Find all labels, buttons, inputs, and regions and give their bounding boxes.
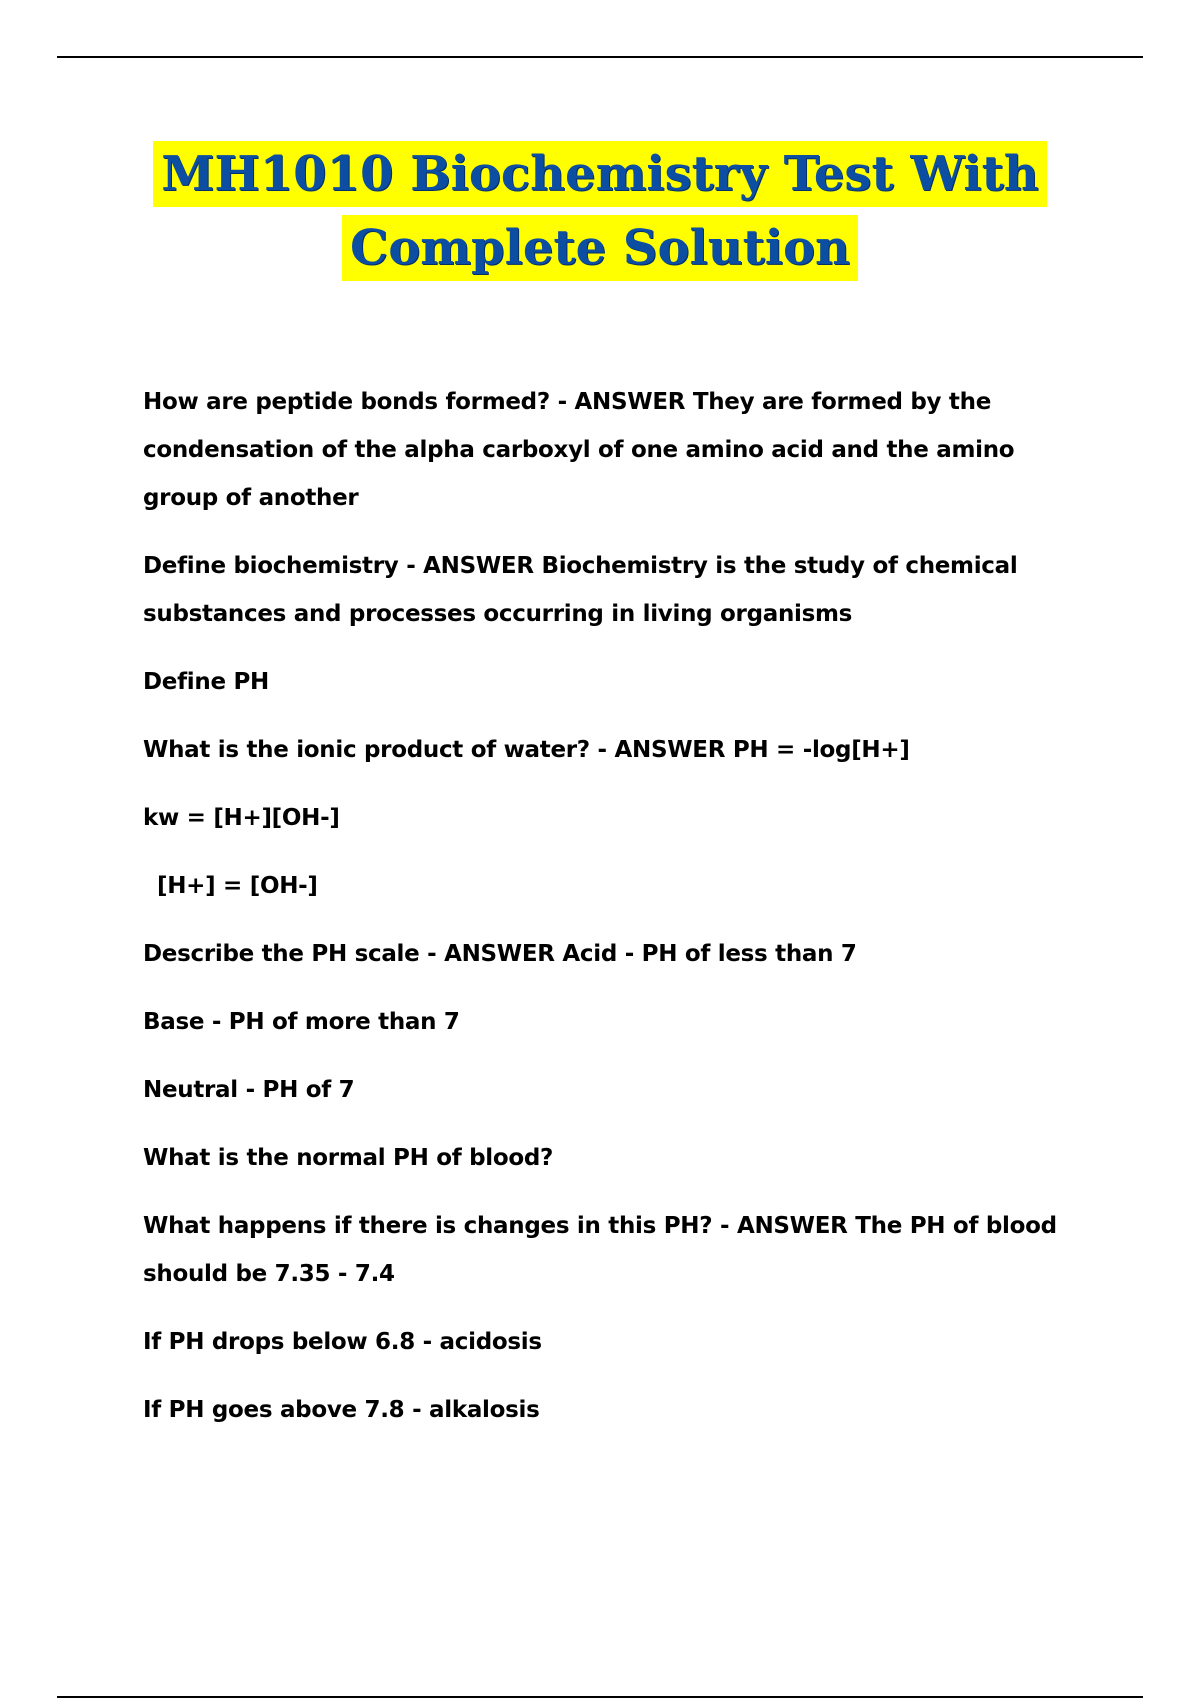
- paragraph-kw-formula: kw = [H+][OH-]: [143, 805, 340, 831]
- paragraph-blood-ph-question: What is the normal PH of blood?: [143, 1145, 554, 1171]
- paragraph-neutral: Neutral - PH of 7: [143, 1077, 355, 1103]
- paragraph-base: Base - PH of more than 7: [143, 1009, 460, 1035]
- document-title: [0, 141, 1200, 281]
- paragraph-ph-changes: What happens if there is changes in this PH? - ANSWER The PH of blood should be 7.35 - 7.4: [143, 1213, 1065, 1287]
- title-line-2: Complete Solution: [342, 215, 858, 281]
- document-body: [143, 378, 1073, 1454]
- footer-rule: [57, 1696, 1143, 1698]
- title-line-1: MH1010 Biochemistry Test With: [153, 141, 1046, 207]
- paragraph-peptide-bonds: How are peptide bonds formed? - ANSWER They are formed by the condensation of the alpha carboxyl of one amino acid and the amino group of another: [143, 389, 1023, 511]
- paragraph-acidosis: If PH drops below 6.8 - acidosis: [143, 1329, 542, 1355]
- paragraph-alkalosis: If PH goes above 7.8 - alkalosis: [143, 1397, 540, 1423]
- header-rule: [57, 56, 1143, 58]
- paragraph-ph-scale: Describe the PH scale - ANSWER Acid - PH of less than 7: [143, 941, 857, 967]
- paragraph-ionic-product: What is the ionic product of water? - ANSWER PH = -log[H+]: [143, 737, 910, 763]
- paragraph-define-biochemistry: Define biochemistry - ANSWER Biochemistry is the study of chemical substances and processes occurring in living organisms: [143, 553, 1026, 627]
- paragraph-define-ph: Define PH: [143, 669, 269, 695]
- paragraph-h-oh-equality: [H+] = [OH-]: [157, 873, 318, 899]
